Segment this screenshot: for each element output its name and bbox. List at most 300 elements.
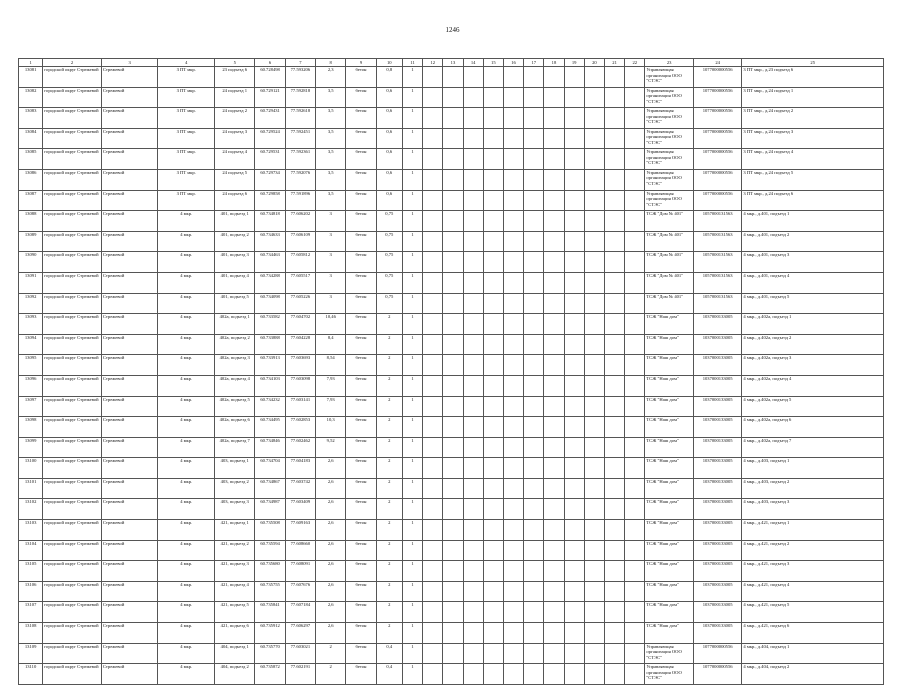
cell-c16 bbox=[503, 499, 523, 520]
cell-c7: 77.608660 bbox=[285, 540, 315, 561]
cell-c22 bbox=[625, 643, 645, 664]
cell-c13 bbox=[443, 293, 463, 314]
cell-c23: ТСЖ "Наш дом" bbox=[645, 623, 694, 644]
table-row bbox=[19, 190, 884, 211]
cell-c15 bbox=[483, 561, 503, 582]
cell-c24: 1077000000556 bbox=[693, 190, 742, 211]
cell-c10: 2 bbox=[376, 314, 402, 335]
table-row bbox=[19, 602, 884, 623]
cell-c13 bbox=[443, 355, 463, 376]
cell-c23: ТСЖ "Наш дом" bbox=[645, 478, 694, 499]
table-row bbox=[19, 375, 884, 396]
cell-c6: 60.728498 bbox=[255, 67, 285, 88]
cell-c13 bbox=[443, 334, 463, 355]
cell-c19 bbox=[564, 417, 584, 438]
cell-c7: 77.591896 bbox=[285, 190, 315, 211]
cell-c19 bbox=[564, 664, 584, 685]
cell-c10: 2 bbox=[376, 375, 402, 396]
cell-c4: 3 ПТ мкр. bbox=[158, 190, 215, 211]
cell-c3: Стрежевой bbox=[101, 169, 158, 190]
cell-c18 bbox=[544, 458, 564, 479]
cell-c24: 1077000000556 bbox=[693, 67, 742, 88]
cell-c11: 1 bbox=[402, 623, 422, 644]
cell-c18 bbox=[544, 190, 564, 211]
cell-c12 bbox=[423, 231, 443, 252]
cell-c9: бетон bbox=[346, 478, 376, 499]
cell-c4: 4 мкр. bbox=[158, 643, 215, 664]
cell-c3: Стрежевой bbox=[101, 417, 158, 438]
cell-c20 bbox=[584, 478, 604, 499]
cell-c6: 60.729734 bbox=[255, 169, 285, 190]
cell-c12 bbox=[423, 417, 443, 438]
cell-c8: 2,6 bbox=[316, 581, 346, 602]
cell-c23: ТСЖ "Наш дом" bbox=[645, 581, 694, 602]
cell-c10: 2 bbox=[376, 396, 402, 417]
cell-c21 bbox=[604, 211, 624, 232]
cell-c11: 1 bbox=[402, 499, 422, 520]
cell-c5: 24 подъезд 4 bbox=[215, 149, 255, 170]
cell-c11: 1 bbox=[402, 169, 422, 190]
cell-c19 bbox=[564, 540, 584, 561]
cell-c10: 0,6 bbox=[376, 87, 402, 108]
cell-c11: 1 bbox=[402, 520, 422, 541]
cell-c4: 4 мкр. bbox=[158, 272, 215, 293]
cell-c19 bbox=[564, 67, 584, 88]
cell-c15 bbox=[483, 231, 503, 252]
cell-c21 bbox=[604, 169, 624, 190]
column-number-3: 3 bbox=[101, 59, 158, 67]
cell-c6: 60.729524 bbox=[255, 128, 285, 149]
cell-c10: 0,4 bbox=[376, 664, 402, 685]
table-row bbox=[19, 169, 884, 190]
cell-c6: 60.729121 bbox=[255, 87, 285, 108]
cell-c23: ТСЖ "Наш дом" bbox=[645, 458, 694, 479]
cell-c3: Стрежевой bbox=[101, 664, 158, 685]
cell-c12 bbox=[423, 169, 443, 190]
cell-c11: 1 bbox=[402, 314, 422, 335]
cell-c12 bbox=[423, 87, 443, 108]
column-number-6: 6 bbox=[255, 59, 285, 67]
cell-c20 bbox=[584, 149, 604, 170]
table-row bbox=[19, 87, 884, 108]
cell-c25: 4 мкр., д.401, подъезд 2 bbox=[742, 231, 884, 252]
column-number-20: 20 bbox=[584, 59, 604, 67]
column-number-17: 17 bbox=[524, 59, 544, 67]
cell-c9: бетон bbox=[346, 458, 376, 479]
cell-c12 bbox=[423, 458, 443, 479]
cell-c19 bbox=[564, 602, 584, 623]
cell-c23: Управляющая организация ООО "СТЭС" bbox=[645, 190, 694, 211]
cell-c19 bbox=[564, 396, 584, 417]
cell-c7: 77.603098 bbox=[285, 375, 315, 396]
cell-c1: 13098 bbox=[19, 417, 43, 438]
cell-c25: 4 мкр., д.402а, подъезд 5 bbox=[742, 396, 884, 417]
cell-c3: Стрежевой bbox=[101, 108, 158, 129]
cell-c3: Стрежевой bbox=[101, 293, 158, 314]
column-number-19: 19 bbox=[564, 59, 584, 67]
cell-c2: городской округ Стрежевой bbox=[43, 437, 102, 458]
cell-c4: 4 мкр. bbox=[158, 314, 215, 335]
column-number-22: 22 bbox=[625, 59, 645, 67]
cell-c15 bbox=[483, 664, 503, 685]
cell-c14 bbox=[463, 499, 483, 520]
cell-c10: 2 bbox=[376, 334, 402, 355]
cell-c14 bbox=[463, 417, 483, 438]
cell-c15 bbox=[483, 499, 503, 520]
cell-c10: 2 bbox=[376, 602, 402, 623]
cell-c8: 2,6 bbox=[316, 499, 346, 520]
cell-c9: бетон bbox=[346, 355, 376, 376]
cell-c20 bbox=[584, 272, 604, 293]
cell-c4: 4 мкр. bbox=[158, 581, 215, 602]
cell-c1: 13085 bbox=[19, 149, 43, 170]
cell-c18 bbox=[544, 314, 564, 335]
cell-c22 bbox=[625, 396, 645, 417]
cell-c24: 1057000131563 bbox=[693, 272, 742, 293]
cell-c25: 4 мкр., д.404, подъезд 2 bbox=[742, 664, 884, 685]
cell-c11: 1 bbox=[402, 272, 422, 293]
cell-c17 bbox=[524, 602, 544, 623]
cell-c6: 60.734463 bbox=[255, 252, 285, 273]
cell-c5: 421, подъезд 4 bbox=[215, 581, 255, 602]
cell-c24: 1037000133005 bbox=[693, 314, 742, 335]
cell-c24: 1077000000556 bbox=[693, 664, 742, 685]
column-number-13: 13 bbox=[443, 59, 463, 67]
cell-c11: 1 bbox=[402, 67, 422, 88]
cell-c17 bbox=[524, 272, 544, 293]
cell-c21 bbox=[604, 375, 624, 396]
cell-c24: 1077000000556 bbox=[693, 87, 742, 108]
cell-c7: 77.602191 bbox=[285, 664, 315, 685]
cell-c1: 13084 bbox=[19, 128, 43, 149]
cell-c22 bbox=[625, 602, 645, 623]
cell-c18 bbox=[544, 520, 564, 541]
cell-c7: 77.607676 bbox=[285, 581, 315, 602]
table-row bbox=[19, 252, 884, 273]
cell-c2: городской округ Стрежевой bbox=[43, 478, 102, 499]
cell-c3: Стрежевой bbox=[101, 128, 158, 149]
cell-c18 bbox=[544, 375, 564, 396]
cell-c6: 60.733582 bbox=[255, 314, 285, 335]
cell-c13 bbox=[443, 664, 463, 685]
cell-c6: 60.734495 bbox=[255, 417, 285, 438]
cell-c5: 401, подъезд 3 bbox=[215, 252, 255, 273]
column-number-9: 9 bbox=[346, 59, 376, 67]
cell-c3: Стрежевой bbox=[101, 272, 158, 293]
cell-c21 bbox=[604, 478, 624, 499]
cell-c15 bbox=[483, 190, 503, 211]
cell-c24: 1037000133005 bbox=[693, 355, 742, 376]
cell-c23: ТСЖ "Дом № 401" bbox=[645, 293, 694, 314]
cell-c22 bbox=[625, 149, 645, 170]
cell-c16 bbox=[503, 623, 523, 644]
cell-c23: ТСЖ "Наш дом" bbox=[645, 561, 694, 582]
cell-c8: 7,93 bbox=[316, 375, 346, 396]
cell-c1: 13082 bbox=[19, 87, 43, 108]
cell-c3: Стрежевой bbox=[101, 499, 158, 520]
cell-c4: 4 мкр. bbox=[158, 437, 215, 458]
cell-c7: 77.603693 bbox=[285, 355, 315, 376]
cell-c3: Стрежевой bbox=[101, 231, 158, 252]
cell-c8: 7,93 bbox=[316, 396, 346, 417]
cell-c23: Управляющая организация ООО "СТЭС" bbox=[645, 149, 694, 170]
cell-c24: 1057000131563 bbox=[693, 252, 742, 273]
cell-c16 bbox=[503, 458, 523, 479]
cell-c16 bbox=[503, 252, 523, 273]
cell-c8: 2,6 bbox=[316, 520, 346, 541]
cell-c23: ТСЖ "Наш дом" bbox=[645, 396, 694, 417]
cell-c4: 3 ПТ мкр. bbox=[158, 67, 215, 88]
cell-c15 bbox=[483, 478, 503, 499]
cell-c15 bbox=[483, 417, 503, 438]
cell-c11: 1 bbox=[402, 149, 422, 170]
cell-c4: 4 мкр. bbox=[158, 664, 215, 685]
table-row bbox=[19, 458, 884, 479]
cell-c10: 2 bbox=[376, 499, 402, 520]
cell-c7: 77.609163 bbox=[285, 520, 315, 541]
cell-c2: городской округ Стрежевой bbox=[43, 417, 102, 438]
cell-c18 bbox=[544, 293, 564, 314]
cell-c19 bbox=[564, 314, 584, 335]
cell-c4: 4 мкр. bbox=[158, 252, 215, 273]
cell-c11: 1 bbox=[402, 396, 422, 417]
cell-c9: бетон bbox=[346, 169, 376, 190]
cell-c5: 421, подъезд 5 bbox=[215, 602, 255, 623]
cell-c23: ТСЖ "Дом № 401" bbox=[645, 252, 694, 273]
cell-c2: городской округ Стрежевой bbox=[43, 355, 102, 376]
cell-c14 bbox=[463, 602, 483, 623]
cell-c14 bbox=[463, 67, 483, 88]
cell-c15 bbox=[483, 293, 503, 314]
cell-c3: Стрежевой bbox=[101, 314, 158, 335]
cell-c5: 24 подъезд 1 bbox=[215, 87, 255, 108]
column-number-12: 12 bbox=[423, 59, 443, 67]
cell-c24: 1037000133005 bbox=[693, 375, 742, 396]
table-row bbox=[19, 643, 884, 664]
cell-c12 bbox=[423, 149, 443, 170]
cell-c17 bbox=[524, 190, 544, 211]
cell-c18 bbox=[544, 540, 564, 561]
cell-c6: 60.734098 bbox=[255, 293, 285, 314]
cell-c12 bbox=[423, 272, 443, 293]
cell-c17 bbox=[524, 355, 544, 376]
cell-c16 bbox=[503, 231, 523, 252]
cell-c16 bbox=[503, 190, 523, 211]
cell-c6: 60.734987 bbox=[255, 499, 285, 520]
table-row bbox=[19, 664, 884, 685]
cell-c5: 24 подъезд 6 bbox=[215, 190, 255, 211]
cell-c4: 4 мкр. bbox=[158, 396, 215, 417]
cell-c3: Стрежевой bbox=[101, 540, 158, 561]
cell-c14 bbox=[463, 540, 483, 561]
cell-c9: бетон bbox=[346, 87, 376, 108]
cell-c11: 1 bbox=[402, 581, 422, 602]
cell-c24: 1037000133005 bbox=[693, 417, 742, 438]
cell-c11: 1 bbox=[402, 664, 422, 685]
cell-c17 bbox=[524, 437, 544, 458]
cell-c10: 2 bbox=[376, 355, 402, 376]
cell-c1: 13105 bbox=[19, 561, 43, 582]
table-row bbox=[19, 67, 884, 88]
cell-c8: 2,3 bbox=[316, 67, 346, 88]
cell-c3: Стрежевой bbox=[101, 561, 158, 582]
cell-c6: 60.735872 bbox=[255, 664, 285, 685]
cell-c11: 1 bbox=[402, 458, 422, 479]
cell-c11: 1 bbox=[402, 643, 422, 664]
cell-c11: 1 bbox=[402, 128, 422, 149]
table-row bbox=[19, 437, 884, 458]
cell-c13 bbox=[443, 499, 463, 520]
cell-c21 bbox=[604, 623, 624, 644]
cell-c15 bbox=[483, 252, 503, 273]
cell-c19 bbox=[564, 581, 584, 602]
cell-c11: 1 bbox=[402, 231, 422, 252]
table-row bbox=[19, 355, 884, 376]
cell-c6: 60.733913 bbox=[255, 355, 285, 376]
cell-c7: 77.592076 bbox=[285, 169, 315, 190]
cell-c25: 3 ПТ мкр., д.24 подъезд 3 bbox=[742, 128, 884, 149]
cell-c11: 1 bbox=[402, 417, 422, 438]
cell-c8: 3 bbox=[316, 272, 346, 293]
cell-c8: 2,6 bbox=[316, 478, 346, 499]
cell-c12 bbox=[423, 581, 443, 602]
cell-c18 bbox=[544, 334, 564, 355]
cell-c25: 4 мкр., д.402а, подъезд 2 bbox=[742, 334, 884, 355]
cell-c5: 421, подъезд 1 bbox=[215, 520, 255, 541]
column-number-7: 7 bbox=[285, 59, 315, 67]
cell-c21 bbox=[604, 87, 624, 108]
cell-c9: бетон bbox=[346, 108, 376, 129]
cell-c14 bbox=[463, 108, 483, 129]
cell-c25: 4 мкр., д.402а, подъезд 7 bbox=[742, 437, 884, 458]
cell-c16 bbox=[503, 602, 523, 623]
cell-c19 bbox=[564, 334, 584, 355]
cell-c4: 3 ПТ мкр. bbox=[158, 108, 215, 129]
cell-c6: 60.735755 bbox=[255, 581, 285, 602]
cell-c20 bbox=[584, 67, 604, 88]
cell-c23: ТСЖ "Наш дом" bbox=[645, 375, 694, 396]
cell-c6: 60.735770 bbox=[255, 643, 285, 664]
cell-c19 bbox=[564, 643, 584, 664]
cell-c9: бетон bbox=[346, 190, 376, 211]
cell-c12 bbox=[423, 623, 443, 644]
cell-c15 bbox=[483, 169, 503, 190]
cell-c18 bbox=[544, 478, 564, 499]
cell-c13 bbox=[443, 190, 463, 211]
cell-c13 bbox=[443, 643, 463, 664]
cell-c22 bbox=[625, 375, 645, 396]
cell-c24: 1037000133005 bbox=[693, 561, 742, 582]
cell-c25: 3 ПТ мкр., д.24 подъезд 1 bbox=[742, 87, 884, 108]
cell-c15 bbox=[483, 272, 503, 293]
register-table bbox=[18, 58, 884, 685]
cell-c1: 13089 bbox=[19, 231, 43, 252]
cell-c21 bbox=[604, 499, 624, 520]
cell-c10: 2 bbox=[376, 458, 402, 479]
cell-c25: 3 ПТ мкр., д.24 подъезд 5 bbox=[742, 169, 884, 190]
cell-c20 bbox=[584, 437, 604, 458]
cell-c4: 4 мкр. bbox=[158, 540, 215, 561]
cell-c21 bbox=[604, 252, 624, 273]
cell-c8: 2,6 bbox=[316, 540, 346, 561]
cell-c19 bbox=[564, 437, 584, 458]
cell-c20 bbox=[584, 87, 604, 108]
cell-c6: 60.735680 bbox=[255, 561, 285, 582]
cell-c24: 1037000133005 bbox=[693, 478, 742, 499]
cell-c19 bbox=[564, 272, 584, 293]
cell-c21 bbox=[604, 458, 624, 479]
cell-c5: 404, подъезд 2 bbox=[215, 664, 255, 685]
cell-c16 bbox=[503, 211, 523, 232]
cell-c18 bbox=[544, 623, 564, 644]
cell-c13 bbox=[443, 252, 463, 273]
cell-c7: 77.602853 bbox=[285, 417, 315, 438]
cell-c16 bbox=[503, 355, 523, 376]
cell-c21 bbox=[604, 520, 624, 541]
cell-c8: 2,6 bbox=[316, 561, 346, 582]
cell-c16 bbox=[503, 437, 523, 458]
cell-c12 bbox=[423, 478, 443, 499]
cell-c14 bbox=[463, 581, 483, 602]
cell-c10: 0,75 bbox=[376, 252, 402, 273]
cell-c2: городской округ Стрежевой bbox=[43, 190, 102, 211]
cell-c9: бетон bbox=[346, 314, 376, 335]
cell-c18 bbox=[544, 108, 564, 129]
cell-c2: городской округ Стрежевой bbox=[43, 293, 102, 314]
cell-c21 bbox=[604, 314, 624, 335]
cell-c10: 2 bbox=[376, 540, 402, 561]
cell-c5: 421, подъезд 2 bbox=[215, 540, 255, 561]
cell-c17 bbox=[524, 108, 544, 129]
cell-c5: 421, подъезд 6 bbox=[215, 623, 255, 644]
cell-c3: Стрежевой bbox=[101, 334, 158, 355]
cell-c21 bbox=[604, 396, 624, 417]
cell-c8: 9,52 bbox=[316, 437, 346, 458]
cell-c13 bbox=[443, 314, 463, 335]
table-row bbox=[19, 581, 884, 602]
cell-c22 bbox=[625, 520, 645, 541]
cell-c6: 60.734846 bbox=[255, 437, 285, 458]
cell-c11: 1 bbox=[402, 437, 422, 458]
cell-c20 bbox=[584, 396, 604, 417]
cell-c22 bbox=[625, 169, 645, 190]
cell-c1: 13094 bbox=[19, 334, 43, 355]
cell-c6: 60.729431 bbox=[255, 108, 285, 129]
cell-c16 bbox=[503, 128, 523, 149]
cell-c11: 1 bbox=[402, 252, 422, 273]
cell-c16 bbox=[503, 540, 523, 561]
cell-c10: 2 bbox=[376, 520, 402, 541]
cell-c2: городской округ Стрежевой bbox=[43, 87, 102, 108]
cell-c17 bbox=[524, 87, 544, 108]
cell-c22 bbox=[625, 437, 645, 458]
cell-c3: Стрежевой bbox=[101, 520, 158, 541]
cell-c19 bbox=[564, 252, 584, 273]
table-row bbox=[19, 499, 884, 520]
cell-c7: 77.605226 bbox=[285, 293, 315, 314]
cell-c11: 1 bbox=[402, 293, 422, 314]
cell-c5: 24 подъезд 3 bbox=[215, 128, 255, 149]
cell-c9: бетон bbox=[346, 67, 376, 88]
cell-c8: 2 bbox=[316, 643, 346, 664]
cell-c2: городской округ Стрежевой bbox=[43, 581, 102, 602]
cell-c14 bbox=[463, 437, 483, 458]
cell-c12 bbox=[423, 128, 443, 149]
cell-c18 bbox=[544, 602, 564, 623]
cell-c2: городской округ Стрежевой bbox=[43, 561, 102, 582]
cell-c22 bbox=[625, 581, 645, 602]
cell-c18 bbox=[544, 355, 564, 376]
